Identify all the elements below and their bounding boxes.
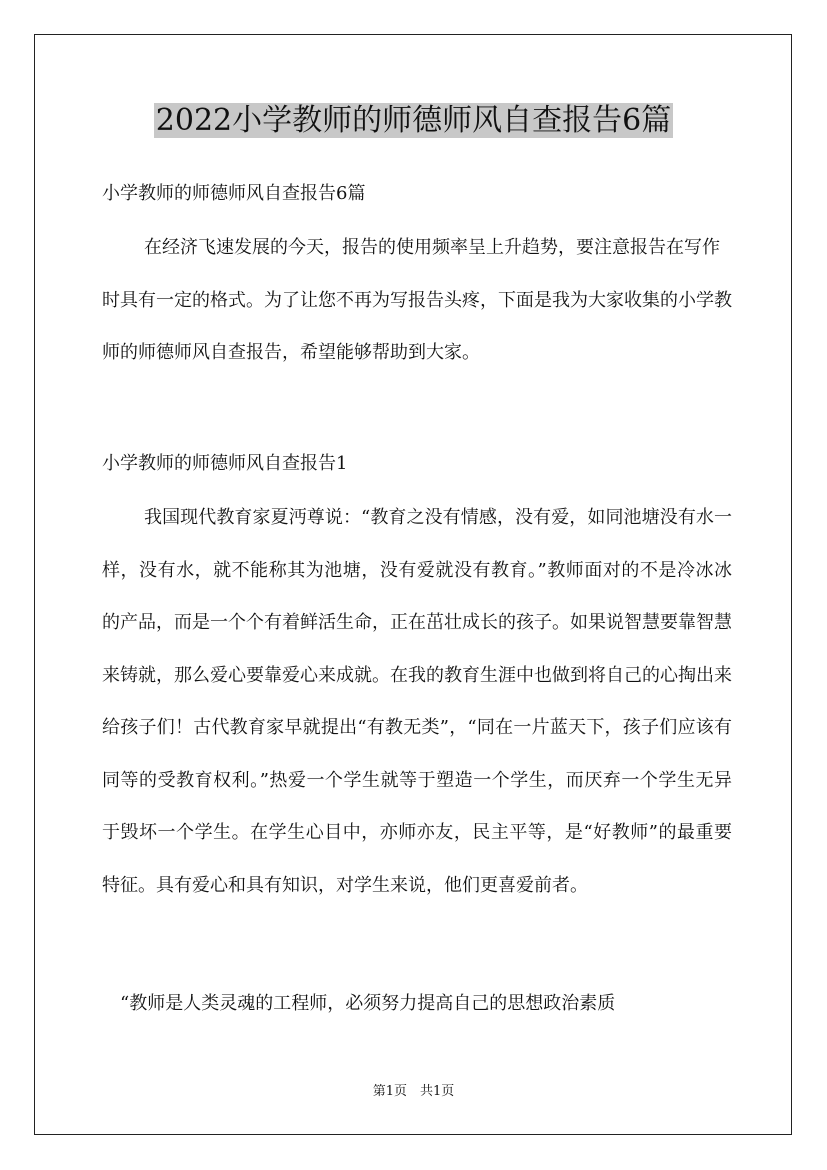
document-subtitle: 小学教师的师德师风自查报告6篇 [102,183,366,204]
document-title-text: 2022小学教师的师德师风自查报告6篇 [155,103,672,138]
page-footer: 第1页 共1页 [372,1084,455,1099]
body-paragraph-2: “教师是人类灵魂的工程师，必须努力提高自己的思想政治素质 [120,993,616,1014]
intro-paragraph: 在经济飞速发展的今天，报告的使用频率呈上升趋势，要注意报告在写作时具有一定的格式。为了让您不再为写报告头疼，下面是我为大家收集的小学教师的师德师风自查报告，希望能够帮助到大家。 [102,237,732,363]
body-paragraph-1: 我国现代教育家夏沔尊说：“教育之没有情感，没有爱，如同池塘没有水一样，没有水，就不能称其为池塘，没有爱就没有教育。”教师面对的不是冷冰冰的产品，而是一个个有着鲜活生命，正在茁壮成长的孩子。如果说智慧要靠智慧来铸就，那么爱心要靠爱心来成就。在我的教育生涯中也做到将自己的心掏出来给孩子们！古代教育家早就提出“有教无类”，“同在一片蓝天下，孩子们应该有同等的受教育权利。”热爱一个学生就等于塑造一个学生，而厌弃一个学生无异于毁坏一个学生。在学生心目中，亦师亦友，民主平等，是“好教师”的最重要特征。具有爱心和具有知识，对学生来说，他们更喜爱前者。 [102,507,732,896]
section-heading: 小学教师的师德师风自查报告1 [102,453,348,474]
document-title [0,100,827,142]
